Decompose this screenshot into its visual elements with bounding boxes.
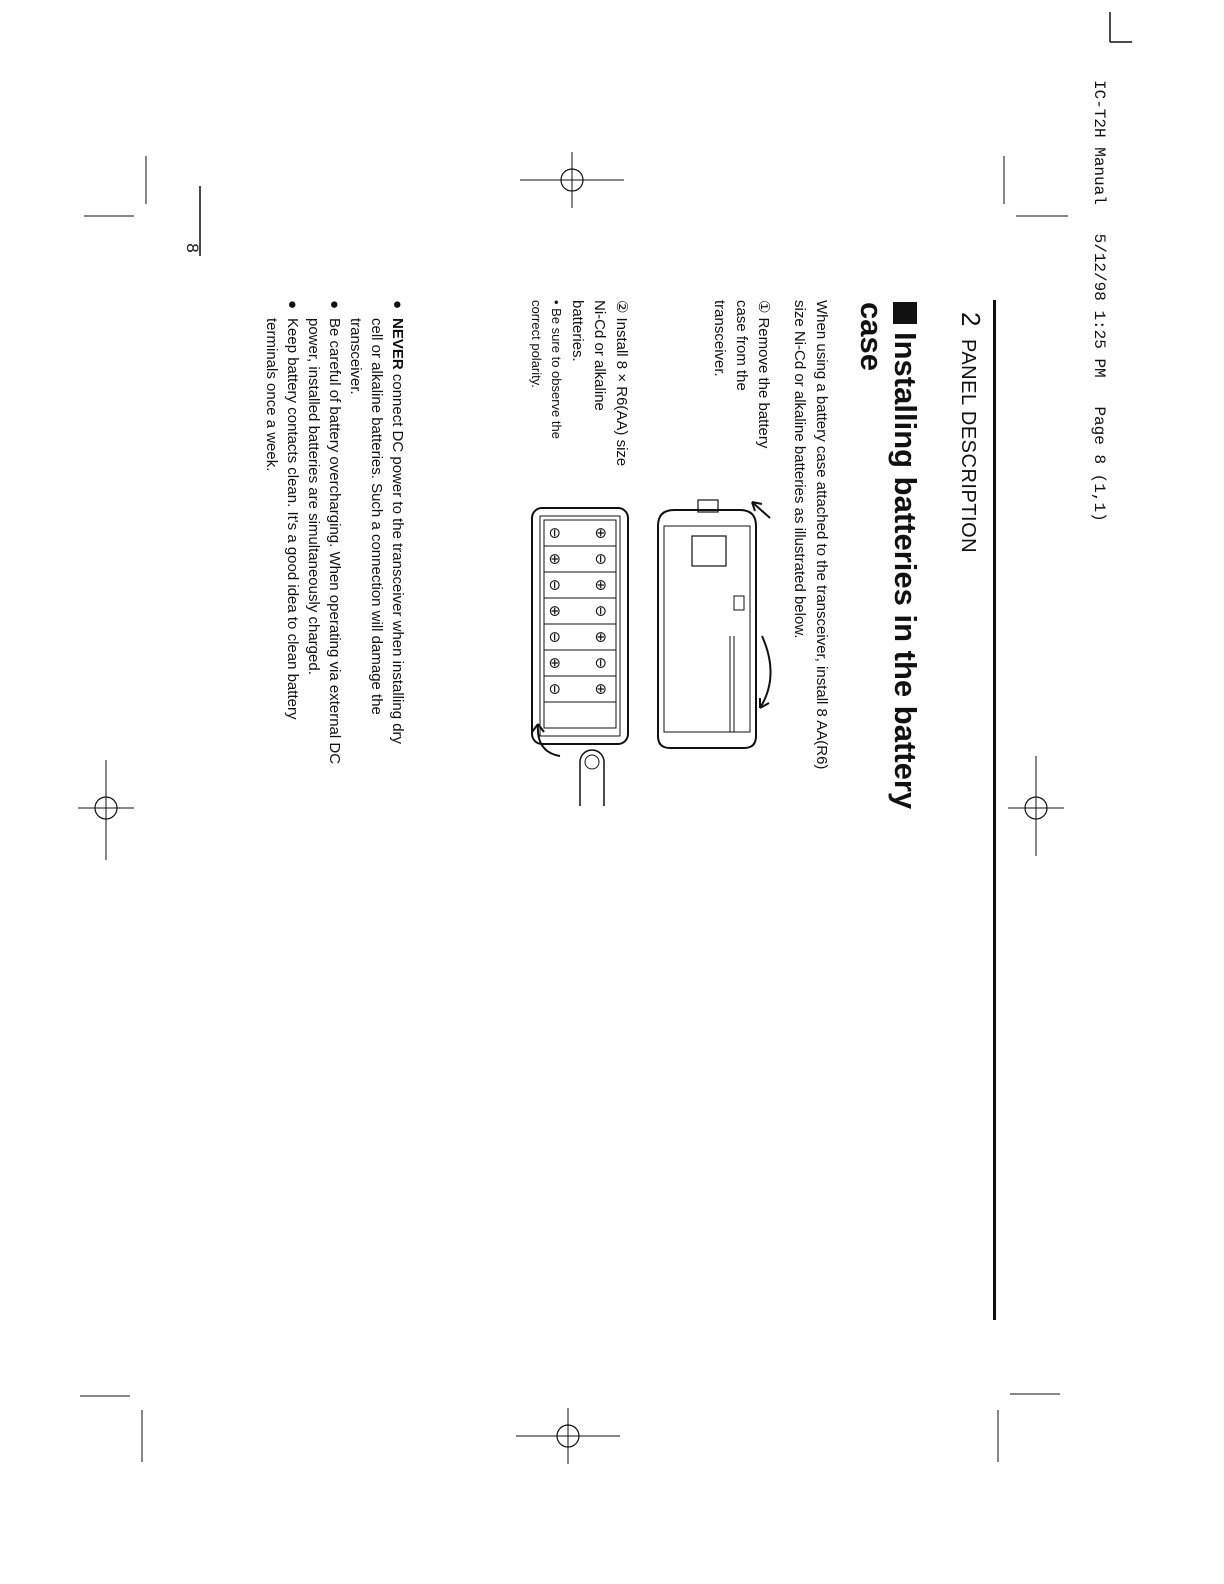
svg-text:⊕: ⊕ xyxy=(546,656,564,670)
section-number: 2 xyxy=(956,312,986,327)
svg-text:⊖: ⊖ xyxy=(546,578,564,592)
svg-text:⊖: ⊖ xyxy=(546,630,564,644)
step-2: ②Install 8 × R6(AA) size Ni-Cd or alkaline batteries. • Be sure to observe the correct polarity. xyxy=(526,300,632,470)
page-content xyxy=(263,300,1000,1420)
title-bullet-icon xyxy=(893,302,917,324)
step-1: ①Remove the battery case from the transceiver. xyxy=(711,300,772,449)
section-header xyxy=(955,312,986,553)
section-rule xyxy=(993,300,996,1320)
svg-text:⊖: ⊖ xyxy=(546,682,564,696)
warning-item: ● Be careful of battery overcharging. When operating via external DC power, installed batteries are simultaneously charged. xyxy=(303,300,345,768)
section-label: PANEL DESCRIPTION xyxy=(957,338,979,554)
svg-text:⊖: ⊖ xyxy=(592,604,610,618)
warning-item: ● NEVER connect DC power to the transceiver when installing dry cell or alkaline batteries. Such a connection will damage the transceiver. xyxy=(345,300,408,768)
svg-text:⊕: ⊕ xyxy=(546,604,564,618)
svg-text:⊖: ⊖ xyxy=(592,552,610,566)
svg-text:⊖: ⊖ xyxy=(546,526,564,540)
warning-item: ● Keep battery contacts clean. It's a good idea to clean battery terminals once a week. xyxy=(261,300,303,768)
polarity-note: • Be sure to observe the correct polarity. xyxy=(529,300,564,439)
svg-text:⊕: ⊕ xyxy=(546,552,564,566)
transceiver-illustration xyxy=(644,496,774,766)
svg-text:⊕: ⊕ xyxy=(592,578,610,592)
warnings-list xyxy=(261,300,408,768)
svg-text:⊖: ⊖ xyxy=(592,656,610,670)
intro-text: When using a battery case attached to the transceiver, install 8 AA(R6) size Ni-Cd or alkaline batteries as illustrated below. xyxy=(791,300,830,770)
page-number: 8 xyxy=(183,243,202,253)
battery-case-illustration xyxy=(420,506,640,806)
svg-text:⊕: ⊕ xyxy=(592,526,610,540)
svg-text:⊕: ⊕ xyxy=(592,630,610,644)
page-title: Installing batteries in the battery case xyxy=(854,302,923,810)
svg-text:⊕: ⊕ xyxy=(592,682,610,696)
print-header: IC-T2H Manual 5/12/98 1:25 PM Page 8 (1,1) xyxy=(1090,80,1108,522)
